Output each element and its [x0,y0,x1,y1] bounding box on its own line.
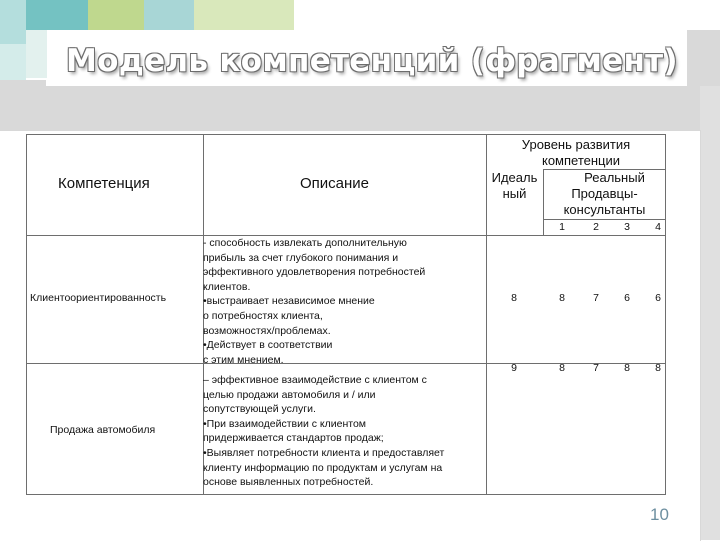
decor-square-2 [0,44,26,80]
header-real-line3: консультанты [563,202,646,217]
seller-number-4: 4 [655,221,661,233]
row1-real-2: 7 [593,292,599,304]
header-ideal [486,170,543,202]
header-ideal-line1: Идеаль [491,170,538,185]
row1-real-1: 8 [559,292,565,304]
row2-description: – эффективное взаимодействие с клиентом с целью продажи автомобиля и / или сопутствующей услуги. •При взаимодействии с клиентом придерживается стандартов продаж; •Выявляет потребности клиента и предоставляет клиенту информацию по продуктам и услугам на основе выявленных потребностей. [203,374,445,489]
header-real [543,170,666,218]
decor-square-11 [700,86,720,540]
header-level-title-line2: компетенции [541,153,621,168]
row2-real-4: 8 [655,362,661,374]
seller-number-1: 1 [559,221,565,233]
row1-real-4: 6 [655,292,661,304]
seller-number-2: 2 [593,221,599,233]
row2-ideal: 9 [511,362,517,374]
row2-real-3: 8 [624,362,630,374]
row1-real-3: 6 [624,292,630,304]
header-real-line1: Реальный [584,170,645,185]
seller-number-3: 3 [624,221,630,233]
row2-real-2: 7 [593,362,599,374]
row1-description: - способность извлекать дополнительную прибыль за счет глубокого понимания и эффективного удовлетворения потребностей клиентов. •выстраивает независимое мнение о потребностях клиента, возможностях/проблемах. •Действует в соответствии с этим мнением. [203,237,426,366]
row2-competency: Продажа автомобиля [50,424,156,436]
decor-square-8 [0,80,46,130]
decor-square-4 [88,0,144,30]
decor-square-10 [687,30,720,86]
decor-square-5 [144,0,194,30]
header-level-title-line1: Уровень развития [521,137,631,152]
decor-square-6 [194,0,294,30]
header-real-line2: Продавцы- [571,186,638,201]
header-level-title [486,137,666,169]
slide-title: Модель компетенций (фрагмент) [66,43,678,79]
page-number: 10 [650,505,669,524]
row2-real-1: 8 [559,362,565,374]
row1-competency: Клиентоориентированность [30,292,167,304]
decor-square-1 [0,0,26,44]
header-ideal-line2: ный [502,186,527,201]
decor-square-9 [46,86,700,130]
header-description: Описание [300,175,370,192]
row1-ideal: 8 [511,292,517,304]
decor-square-3 [26,0,88,30]
decor-square-7 [26,30,47,78]
header-competency: Компетенция [58,175,150,192]
row2-values-cell [486,363,666,495]
sellers-divider [543,219,666,220]
